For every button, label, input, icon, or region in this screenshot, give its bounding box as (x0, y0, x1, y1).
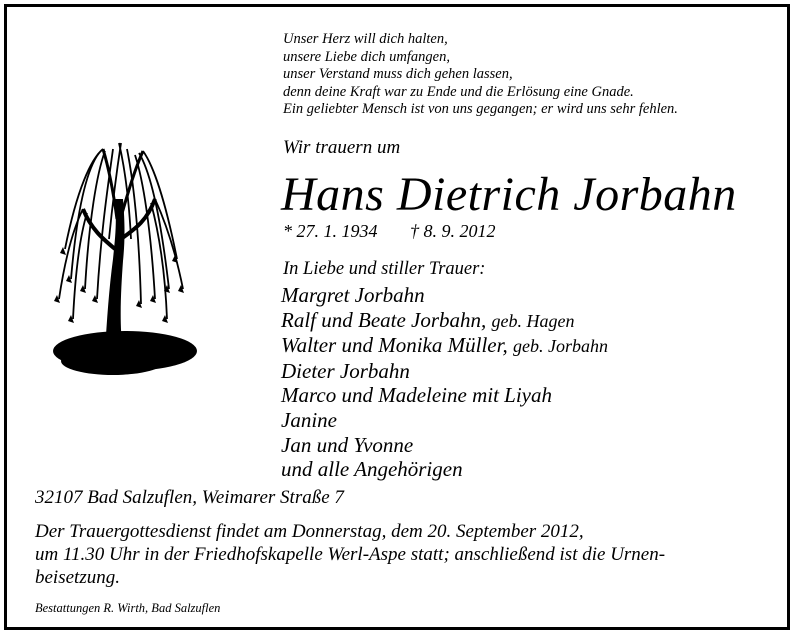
poem-line: unser Verstand muss dich gehen lassen, (283, 66, 513, 83)
service-line: Der Trauergottesdienst findet am Donnerstag, dem 20. September 2012, (35, 521, 584, 542)
mourner-name: Marco und Madeleine mit Liyah (281, 383, 553, 408)
service-info (35, 520, 775, 589)
mourner-line (281, 408, 608, 433)
poem-line: Unser Herz will dich halten, (283, 31, 448, 47)
poem-line: denn deine Kraft war zu Ende und die Erlösung eine Gnade. (283, 83, 634, 100)
mourner-line (281, 457, 608, 482)
service-line: beisetzung. (35, 567, 120, 588)
mourners-list (281, 283, 608, 482)
mourners-heading: In Liebe und stiller Trauer: (283, 259, 486, 279)
death-date: † 8. 9. 2012 (410, 221, 496, 241)
mourner-line (281, 283, 608, 308)
mourner-name: Jan und Yvonne (281, 432, 414, 457)
mourner-note: geb. Jorbahn (512, 336, 608, 357)
mourner-name: Margret Jorbahn (281, 283, 425, 307)
address: 32107 Bad Salzuflen, Weimarer Straße 7 (35, 487, 344, 508)
poem-line: unsere Liebe dich umfangen, (283, 48, 450, 65)
weeping-willow-icon (43, 129, 203, 389)
mourner-line (281, 333, 608, 359)
mourner-name: und alle Angehörigen (281, 457, 463, 482)
funeral-home: Bestattungen R. Wirth, Bad Salzuflen (35, 601, 221, 615)
birth-date: * 27. 1. 1934 (283, 221, 378, 241)
poem (283, 31, 678, 119)
mourner-line (281, 359, 608, 384)
service-line: um 11.30 Uhr in der Friedhofskapelle Werl-Aspe statt; anschließend ist die Urnen- (35, 544, 666, 565)
mourner-line (281, 433, 608, 458)
mourner-name: Walter und Monika Müller, (281, 333, 508, 358)
mourner-name: Janine (281, 407, 337, 432)
poem-line: Ein geliebter Mensch ist von uns gegangen; er wird uns sehr fehlen. (283, 101, 678, 118)
mourner-line (281, 383, 608, 408)
intro-text: Wir trauern um (283, 137, 401, 158)
mourner-name: Ralf und Beate Jorbahn, (281, 307, 487, 332)
obituary-notice (4, 4, 790, 630)
mourner-name: Dieter Jorbahn (281, 358, 410, 383)
deceased-name: Hans Dietrich Jorbahn (281, 168, 737, 221)
mourner-note: geb. Hagen (491, 310, 575, 331)
mourner-line (281, 308, 608, 334)
life-dates (283, 221, 496, 242)
